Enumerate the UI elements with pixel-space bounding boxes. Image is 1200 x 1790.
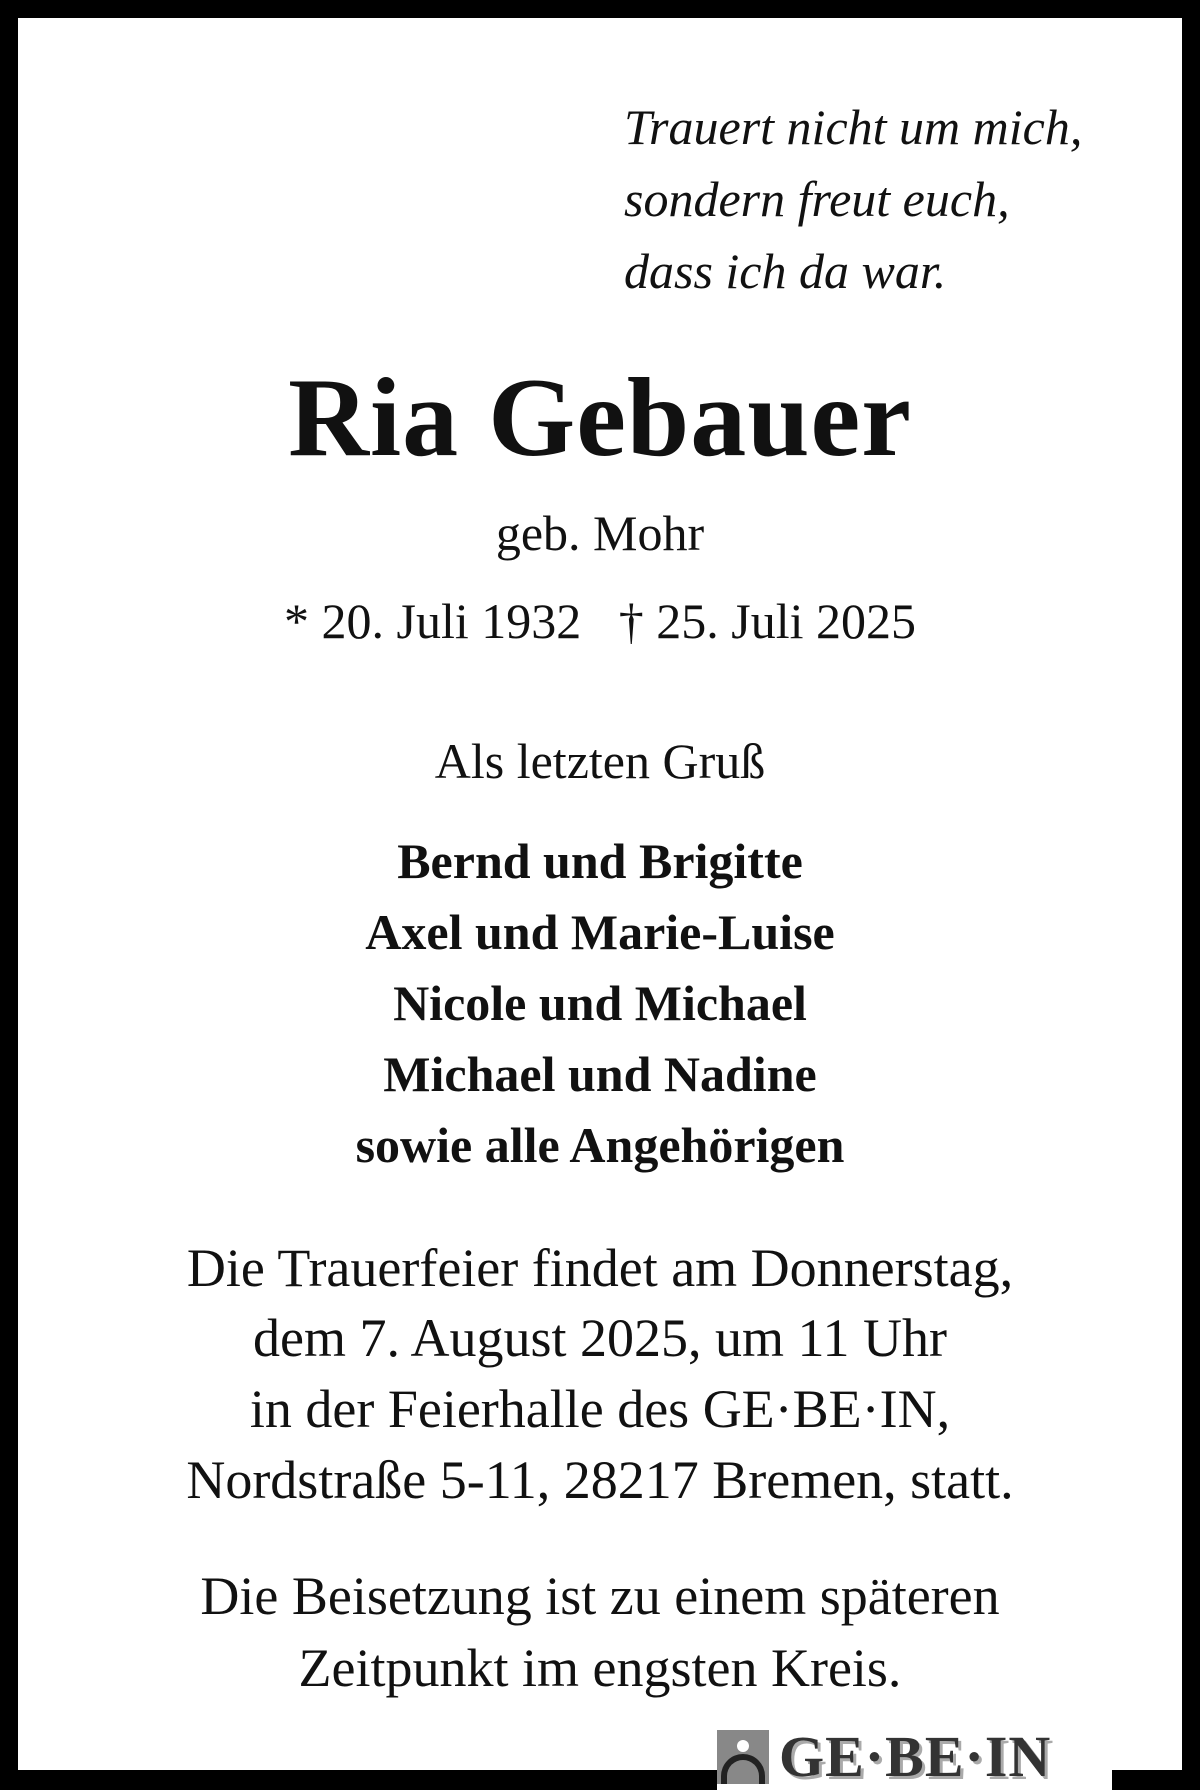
greeting: Als letzten Gruß [434, 733, 766, 789]
life-dates: * 20. Juli 1932 † 25. Juli 2025 [284, 593, 916, 649]
burial-line: Die Beisetzung ist zu einem späteren [200, 1566, 1000, 1626]
ceremony-line: Die Trauerfeier findet am Donnerstag, [186, 1238, 1014, 1298]
maiden-name: geb. Mohr [495, 505, 705, 561]
deceased-name: Ria Gebauer [288, 356, 912, 480]
quote-line: Trauert nicht um mich, [624, 99, 1083, 155]
logo-text: GE·BE·IN [779, 1724, 1052, 1789]
gebein-logo [717, 1724, 1112, 1790]
quote-line: dass ich da war. [624, 243, 947, 299]
mourner-line: Axel und Marie-Luise [365, 904, 835, 960]
burial-line: Zeitpunkt im engsten Kreis. [298, 1638, 902, 1698]
ceremony-line: dem 7. August 2025, um 11 Uhr [253, 1308, 947, 1368]
quote-line: sondern freut euch, [624, 171, 1010, 227]
ceremony-line: Nordstraße 5-11, 28217 Bremen, statt. [186, 1450, 1014, 1510]
mourner-line: sowie alle Angehörigen [355, 1117, 845, 1173]
logo-mark-icon [717, 1730, 769, 1784]
ceremony-line: in der Feierhalle des GE·BE·IN, [249, 1379, 951, 1439]
mourner-line: Michael und Nadine [383, 1046, 817, 1102]
mourner-line: Nicole und Michael [393, 975, 807, 1031]
mourner-line: Bernd und Brigitte [397, 833, 803, 889]
